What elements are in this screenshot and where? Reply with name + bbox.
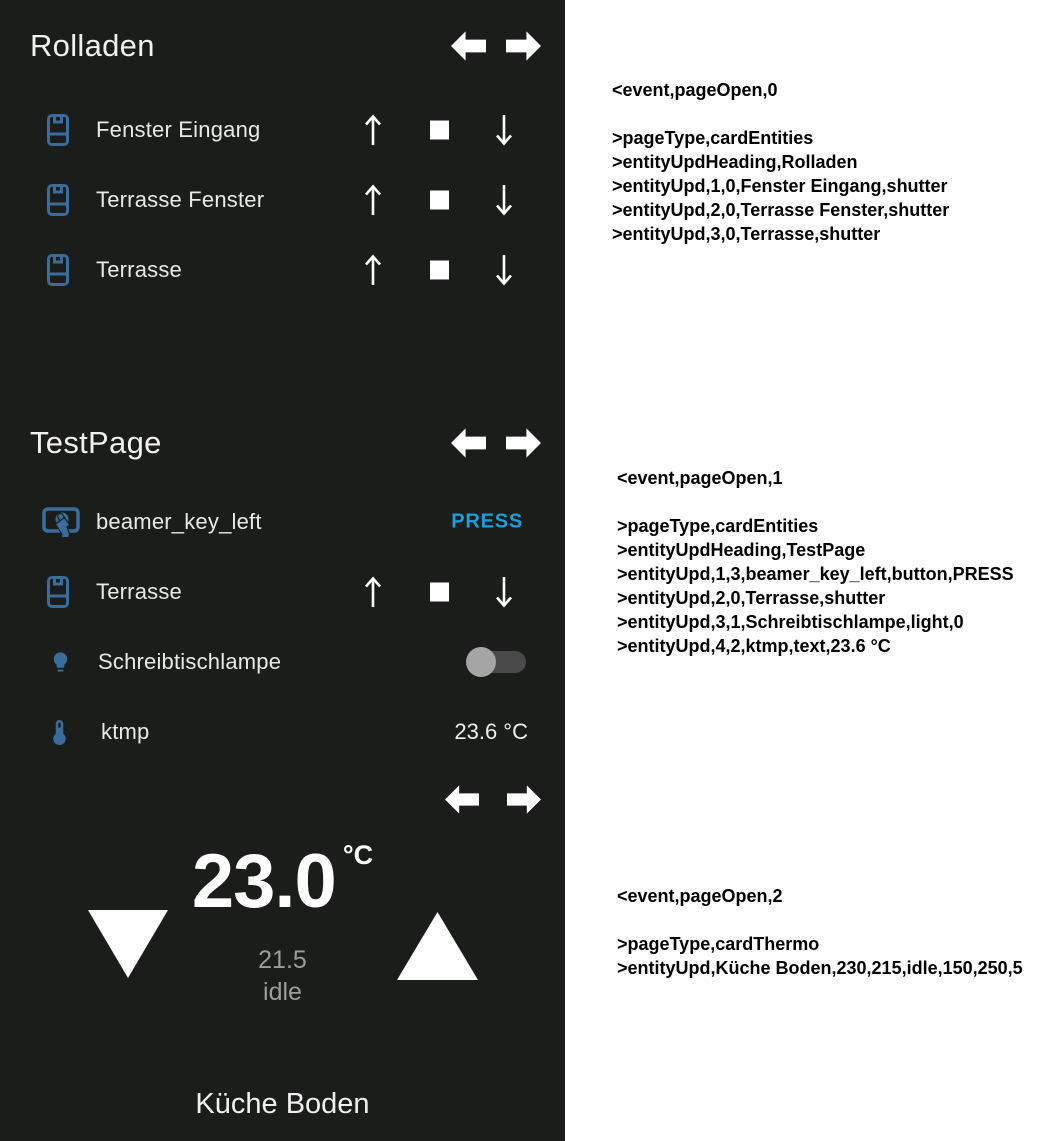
nav-prev-icon[interactable] (445, 782, 479, 817)
thermostat-name: Küche Boden (195, 1088, 370, 1120)
target-temperature: 21.5 (258, 946, 307, 974)
entity-label: Terrasse Fenster (96, 187, 265, 212)
protocol-line: >entityUpd,2,0,Terrasse,shutter (617, 588, 886, 608)
entity-row (0, 630, 565, 694)
shutter-down-icon[interactable] (494, 183, 514, 217)
protocol-line: >entityUpd,2,0,Terrasse Fenster,shutter (612, 200, 950, 220)
entity-label: ktmp (101, 719, 150, 744)
entity-row (0, 560, 565, 624)
protocol-line: >pageType,cardThermo (617, 934, 820, 954)
page-title: Rolladen (30, 28, 155, 63)
shutter-up-icon[interactable] (363, 253, 383, 287)
entity-label: beamer_key_left (96, 509, 262, 534)
protocol-line: <event,pageOpen,1 (617, 468, 783, 488)
shutter-stop-icon[interactable] (430, 191, 449, 210)
toggle-knob (466, 647, 496, 677)
entity-value: 23.6 °C (454, 719, 528, 744)
protocol-line: >entityUpd,3,0,Terrasse,shutter (612, 224, 881, 244)
shutter-down-icon[interactable] (494, 575, 514, 609)
thermometer-icon (47, 717, 101, 748)
protocol-block-page2 (617, 884, 1023, 980)
protocol-line: >entityUpd,4,2,ktmp,text,23.6 °C (617, 636, 891, 656)
page-nav (451, 28, 541, 64)
page-header (30, 24, 541, 68)
protocol-block-page0 (612, 78, 949, 246)
press-button[interactable]: PRESS (451, 510, 523, 533)
shutter-stop-icon[interactable] (430, 261, 449, 280)
hvac-state: idle (263, 978, 302, 1006)
protocol-line: >entityUpd,3,1,Schreibtischlampe,light,0 (617, 612, 964, 632)
shutter-icon (47, 114, 96, 146)
gesture-tap-button-icon (47, 505, 96, 539)
protocol-line: <event,pageOpen,2 (617, 886, 783, 906)
protocol-line (617, 908, 1023, 932)
entity-label: Schreibtischlampe (98, 649, 282, 674)
protocol-line (612, 102, 949, 126)
nav-next-icon[interactable] (506, 425, 541, 461)
page-nav (451, 425, 541, 461)
protocol-line: >entityUpd,1,3,beamer_key_left,button,PRESS (617, 564, 1014, 584)
temperature-unit: °C (342, 840, 374, 870)
light-toggle[interactable] (470, 651, 526, 673)
current-temperature (0, 839, 565, 924)
entity-label: Terrasse (96, 579, 182, 604)
nav-next-icon[interactable] (506, 28, 541, 64)
shutter-up-icon[interactable] (363, 183, 383, 217)
protocol-line: >pageType,cardEntities (617, 516, 819, 536)
entity-row (0, 238, 565, 302)
nav-prev-icon[interactable] (451, 425, 486, 461)
protocol-line: >pageType,cardEntities (612, 128, 814, 148)
page-thermo (0, 754, 565, 1141)
shutter-up-icon[interactable] (363, 113, 383, 147)
shutter-down-icon[interactable] (494, 113, 514, 147)
page-nav (445, 782, 541, 817)
shutter-up-icon[interactable] (363, 575, 383, 609)
shutter-stop-icon[interactable] (430, 583, 449, 602)
protocol-line: >entityUpdHeading,Rolladen (612, 152, 858, 172)
nav-prev-icon[interactable] (451, 28, 486, 64)
shutter-icon (47, 184, 96, 216)
protocol-line: <event,pageOpen,0 (612, 80, 778, 100)
nav-next-icon[interactable] (507, 782, 541, 817)
page-title: TestPage (30, 425, 162, 460)
page-header (30, 421, 541, 465)
protocol-line: >entityUpd,1,0,Fenster Eingang,shutter (612, 176, 948, 196)
protocol-line (617, 490, 1014, 514)
protocol-line: >entityUpd,Küche Boden,230,215,idle,150,250,5 (617, 958, 1023, 978)
entity-label: Fenster Eingang (96, 117, 261, 142)
page-rolladen (0, 0, 565, 377)
shutter-stop-icon[interactable] (430, 121, 449, 140)
protocol-block-page1 (617, 466, 1014, 658)
entity-row (0, 168, 565, 232)
lightbulb-icon (47, 647, 98, 677)
entity-row (0, 490, 565, 554)
shutter-down-icon[interactable] (494, 253, 514, 287)
shutter-icon (47, 576, 96, 608)
shutter-icon (47, 254, 96, 286)
entity-row (0, 98, 565, 162)
page-testpage (0, 377, 565, 754)
current-temperature-value: 23.0 (191, 839, 336, 924)
protocol-line: >entityUpdHeading,TestPage (617, 540, 866, 560)
entity-label: Terrasse (96, 257, 182, 282)
